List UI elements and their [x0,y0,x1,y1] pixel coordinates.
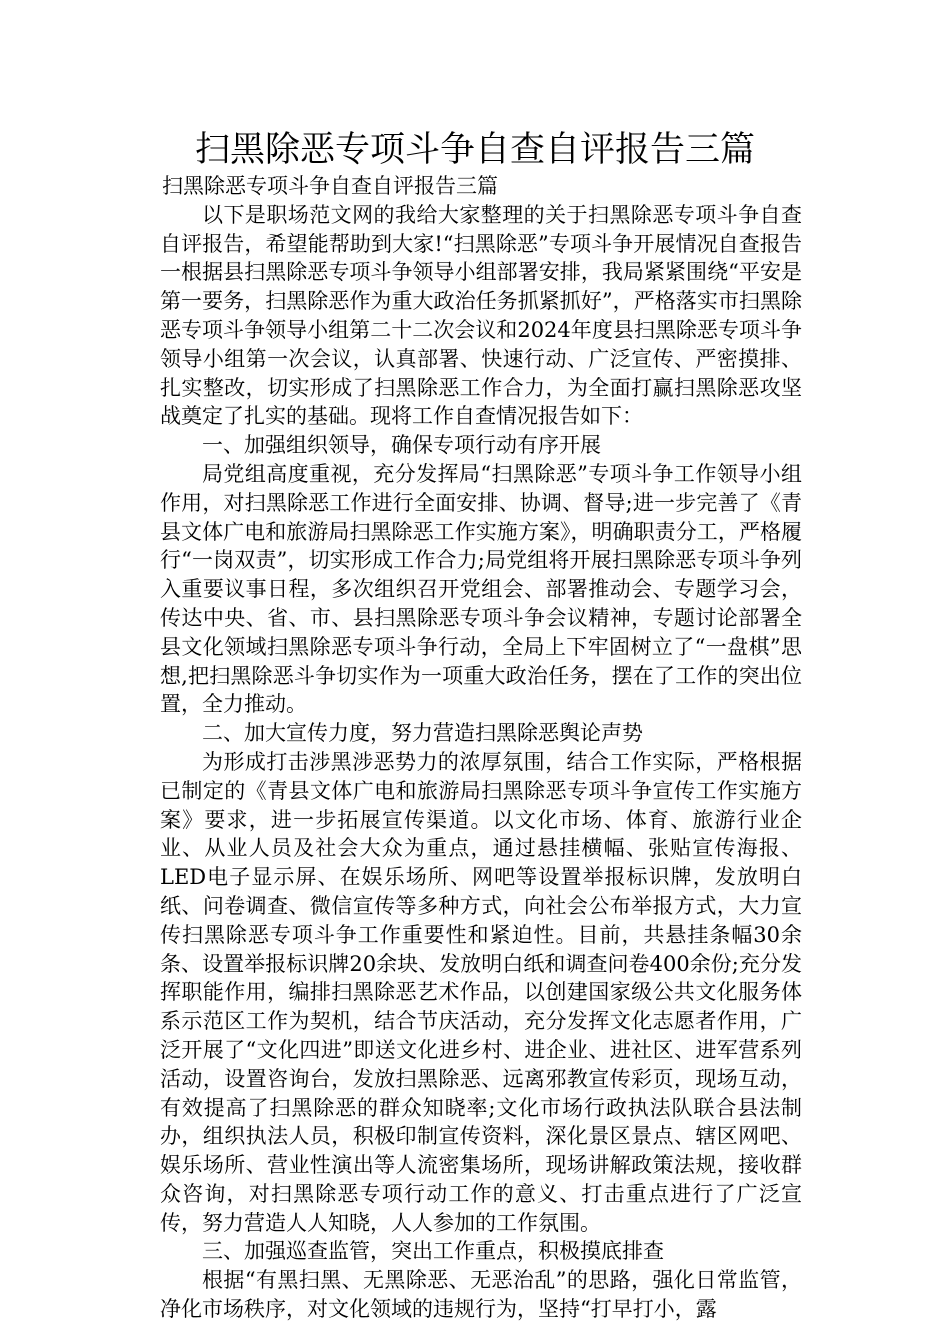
section-heading-3: 三、加强巡查监管，突出工作重点，积极摸底排查 [202,1239,664,1264]
section-heading-1: 一、加强组织领导，确保专项行动有序开展 [202,433,601,458]
document-body [160,172,802,1324]
section-3-paragraph: 根据“有黑扫黑、无黑除恶、无恶治乱”的思路，强化日常监管，净化市场秩序，对文化领域的违规行为，坚持“打早打小，露 [160,1268,802,1322]
section-1-paragraph: 局党组高度重视，充分发挥局“扫黑除恶”专项斗争工作领导小组作用，对扫黑除恶工作进行全面安排、协调、督导;进一步完善了《青县文体广电和旅游局扫黑除恶工作实施方案》，明确职责分工，严格履行“一岗双责”，切实形成工作合力;局党组将开展扫黑除恶专项斗争列入重要议事日程，多次组织召开党组会、部署推动会、专题学习会，传达中央、省、市、县扫黑除恶专项斗争会议精神，专题讨论部署全县文化领域扫黑除恶专项斗争行动，全局上下牢固树立了“一盘棋”思想,把扫黑除恶斗争切实作为一项重大政治任务，摆在了工作的突出位置，全力推动。 [160,461,802,717]
document-title: 扫黑除恶专项斗争自查自评报告三篇 [194,130,755,170]
document-subtitle: 扫黑除恶专项斗争自查自评报告三篇 [162,174,498,198]
intro-paragraph: 以下是职场范文网的我给大家整理的关于扫黑除恶专项斗争自查自评报告，希望能帮助到大家!“扫黑除恶”专项斗争开展情况自查报告一根据县扫黑除恶专项斗争领导小组部署安排，我局紧紧围绕“平安是第一要务，扫黑除恶作为重大政治任务抓紧抓好”，严格落实市扫黑除恶专项斗争领导小组第二十二次会议和2024年度县扫黑除恶专项斗争领导小组第一次会议，认真部署、快速行动、广泛宣传、严密摸排、扎实整改，切实形成了扫黑除恶工作合力，为全面打赢扫黑除恶攻坚战奠定了扎实的基础。现将工作自查情况报告如下： [160,202,802,429]
section-heading-2: 二、加大宣传力度，努力营造扫黑除恶舆论声势 [202,721,643,746]
section-2-paragraph: 为形成打击涉黑涉恶势力的浓厚氛围，结合工作实际，严格根据已制定的《青县文体广电和旅游局扫黑除恶专项斗争宣传工作实施方案》要求，进一步拓展宣传渠道。以文化市场、体育、旅游行业企业、从业人员及社会大众为重点，通过悬挂横幅、张贴宣传海报、LED电子显示屏、在娱乐场所、网吧等设置举报标识牌，发放明白纸、问卷调查、微信宣传等多种方式，向社会公布举报方式，大力宣传扫黑除恶专项斗争工作重要性和紧迫性。目前，共悬挂条幅30余条、设置举报标识牌20余块、发放明白纸和调查问卷400余份;充分发挥职能作用，编排扫黑除恶艺术作品，以创建国家级公共文化服务体系示范区工作为契机，结合节庆活动，充分发挥文化志愿者作用，广泛开展了“文化四进”即送文化进乡村、进企业、进社区、进军营系列活动，设置咨询台，发放扫黑除恶、远离邪教宣传彩页，现场互动，有效提高了扫黑除恶的群众知晓率;文化市场行政执法队联合县法制办，组织执法人员，积极印制宣传资料，深化景区景点、辖区网吧、娱乐场所、营业性演出等人流密集场所，现场讲解政策法规，接收群众咨询，对扫黑除恶专项行动工作的意义、打击重点进行了广泛宣传，努力营造人人知晓，人人参加的工作氛围。 [160,749,802,1235]
